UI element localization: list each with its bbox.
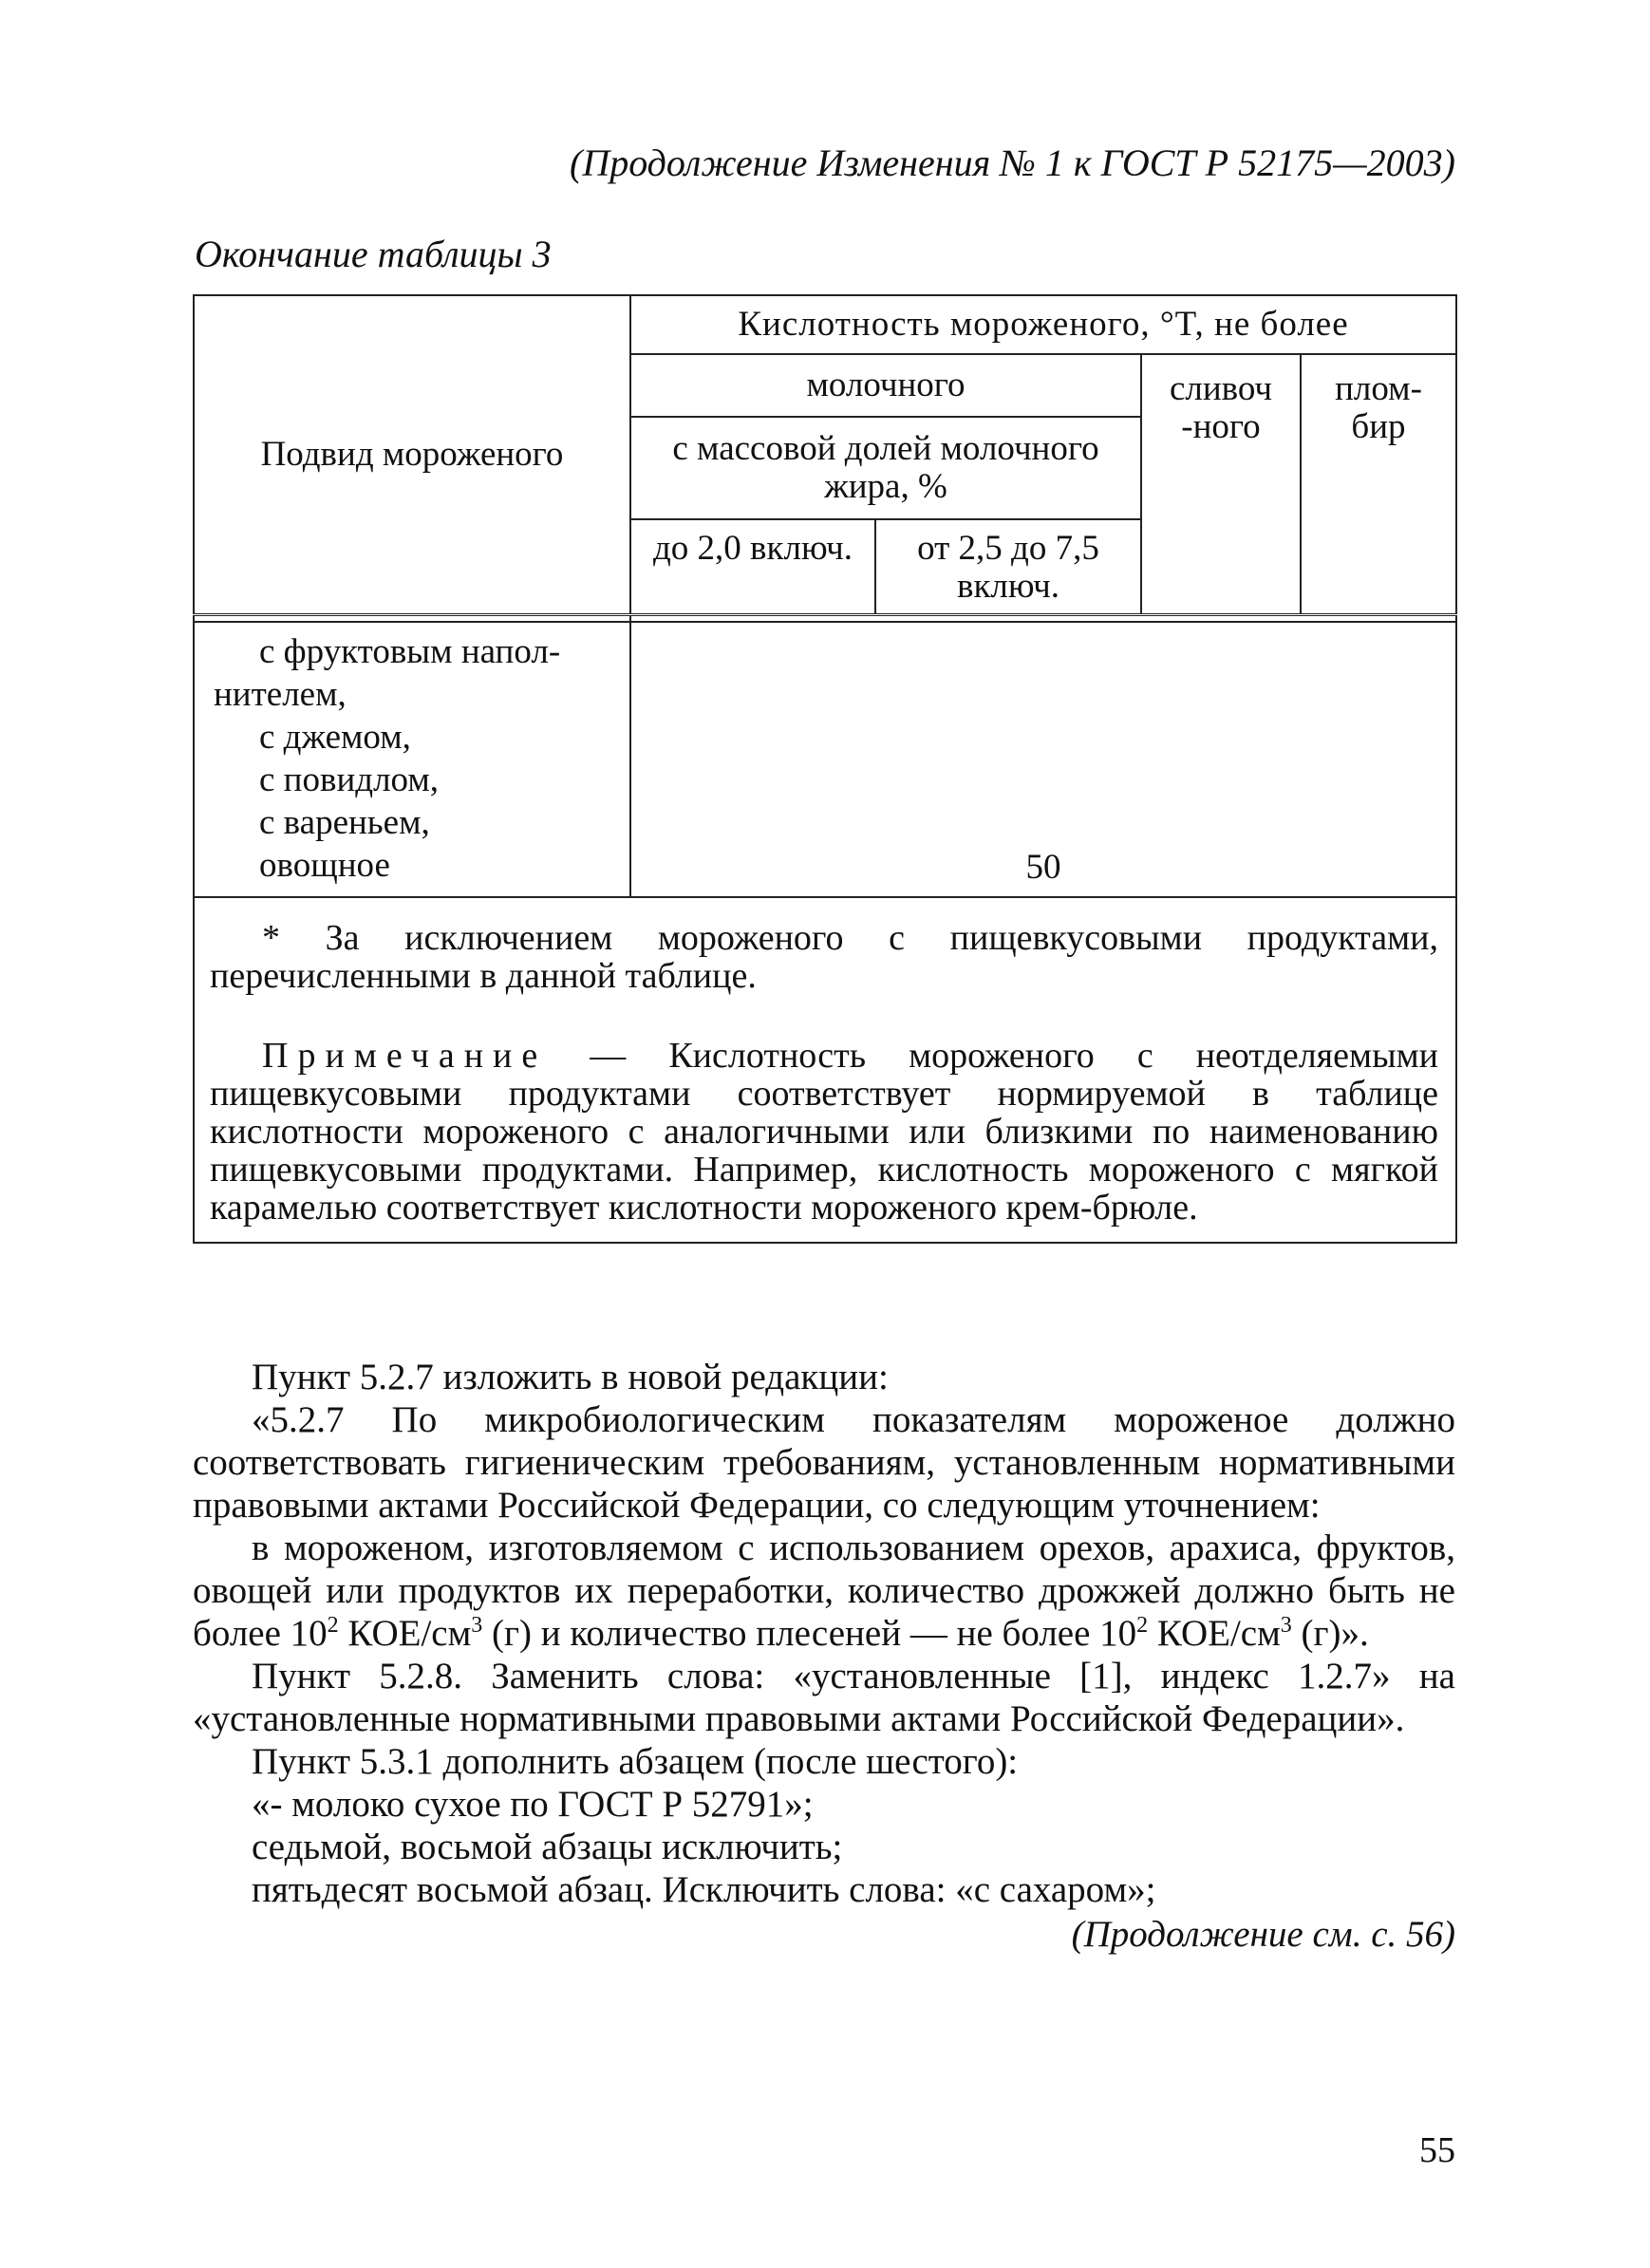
cream-header xyxy=(1141,354,1301,614)
table-caption: Окончание таблицы 3 xyxy=(195,233,552,275)
row-item: с фруктовым напол- xyxy=(259,632,561,671)
superscript: 3 xyxy=(1280,1613,1292,1638)
plombir-header-text: плом-бир xyxy=(1335,369,1422,446)
paragraph: Пункт 5.2.7 изложить в новой редакции: xyxy=(252,1357,889,1397)
row-item: с повидлом, xyxy=(259,760,439,799)
text-run: КОЕ/см xyxy=(1148,1613,1281,1654)
subtype-header: Подвид мороженого xyxy=(194,295,630,614)
row-item: нителем, xyxy=(214,675,347,714)
paragraph-yeast xyxy=(193,1527,1455,1655)
acidity-header: Кислотность мороженого, °T, не более xyxy=(630,295,1456,354)
milk-fat-high: от 2,5 до 7,5 включ. xyxy=(875,519,1141,614)
acidity-table xyxy=(193,294,1455,1244)
milk-fat-header: с массовой долей молочного жира, % xyxy=(630,417,1141,519)
milk-header: молочного xyxy=(630,354,1141,417)
paragraph: пятьдесят восьмой абзац. Исключить слова: «с сахаром»; xyxy=(252,1869,1156,1910)
note-paragraph xyxy=(210,1037,1438,1227)
row-item: с джемом, xyxy=(259,718,411,757)
cream-header-text: сливоч-ного xyxy=(1169,369,1273,446)
milk-fat-low: до 2,0 включ. xyxy=(630,519,875,614)
superscript: 2 xyxy=(1136,1613,1149,1638)
continuation-footer: (Продолжение см. с. 56) xyxy=(1071,1914,1455,1955)
plombir-header xyxy=(1301,354,1456,614)
table-notes xyxy=(194,897,1456,1243)
row-item: с вареньем, xyxy=(259,803,430,842)
paragraph: «- молоко сухое по ГОСТ Р 52791»; xyxy=(252,1784,814,1825)
row-item: овощное xyxy=(259,846,390,885)
superscript: 2 xyxy=(327,1613,339,1638)
note-label: Примечание xyxy=(262,1036,548,1076)
superscript: 3 xyxy=(471,1613,483,1638)
text-run: КОЕ/см xyxy=(338,1613,472,1654)
text-run: (г)». xyxy=(1291,1613,1369,1654)
paragraph: Пункт 5.2.8. Заменить слова: «установленные [1], индекс 1.2.7» на «установленные нормативными правовыми актами Российской Федерации». xyxy=(193,1656,1455,1739)
paragraph: Пункт 5.3.1 дополнить абзацем (после шестого): xyxy=(252,1741,1019,1782)
note-text: — Кислотность мороженого с неотделяемыми пищевкусовыми продуктами соответствует нормируемой в таблице кислотности мороженого с аналогичными или близкими по наименованию пищевкусовыми продуктами. Например, кислотность мороженого с мягкой карамелью соответствует кислотности мороженого крем-брюле. xyxy=(210,1036,1438,1228)
paragraph: седьмой, восьмой абзацы исключить; xyxy=(252,1827,843,1867)
row-value: 50 xyxy=(630,622,1456,897)
body-text xyxy=(193,1356,1455,1956)
footnote: * За исключением мороженого с пищевкусовыми продуктами, перечисленными в данной таблице. xyxy=(210,918,1438,996)
page-number: 55 xyxy=(1419,2130,1455,2170)
continuation-header: (Продолжение Изменения № 1 к ГОСТ Р 52175—2003) xyxy=(570,141,1455,184)
text-run: в мороженом, изготовляемом с использованием орехов, арахиса, фруктов, овощей или продуктов их переработки, количество дрожжей должно быть не более 10 xyxy=(193,1528,1455,1654)
text-run: (г) и количество плесеней — не более 10 xyxy=(482,1613,1137,1654)
row-subtype-list xyxy=(194,622,630,897)
paragraph: «5.2.7 По микробиологическим показателям мороженое должно соответствовать гигиеническим требованиям, установленным нормативными правовыми актами Российской Федерации, со следующим уточнением: xyxy=(193,1399,1455,1526)
